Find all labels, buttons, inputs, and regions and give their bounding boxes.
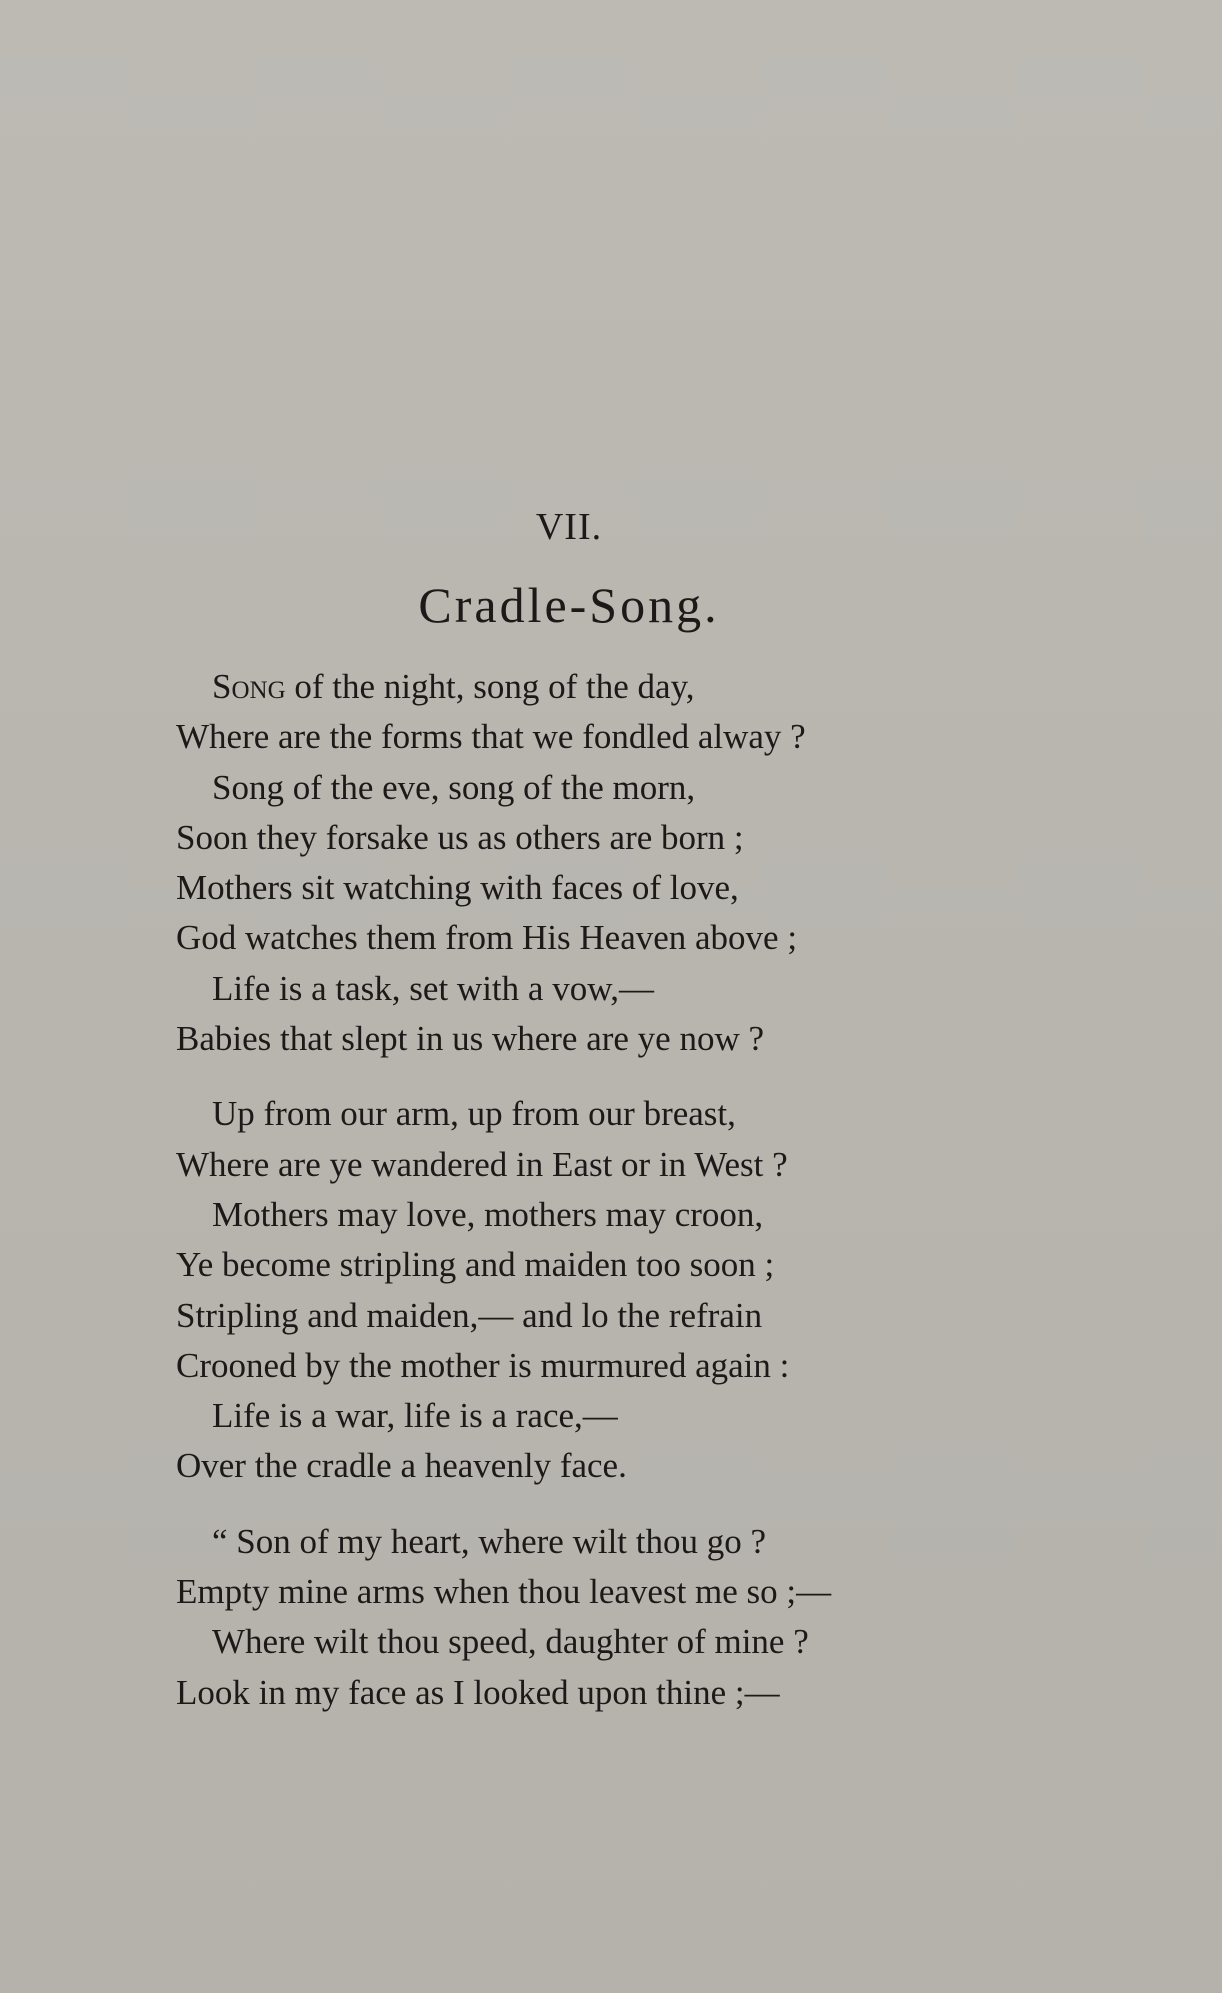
poem-line: Song of the eve, song of the morn, (212, 767, 696, 807)
poem-line: Ye become stripling and maiden too soon ; (176, 1245, 775, 1285)
poem-line: Crooned by the mother is murmured again : (176, 1345, 790, 1385)
poem-line: Soon they forsake us as others are born ; (176, 817, 744, 857)
poem-line: Where wilt thou speed, daughter of mine ? (212, 1622, 809, 1662)
poem-line: Look in my face as I looked upon thine ;— (176, 1672, 780, 1712)
stanza-1 (176, 662, 956, 1064)
poem-line: Mothers sit watching with faces of love, (176, 868, 739, 908)
poem-line: Up from our arm, up from our breast, (212, 1094, 736, 1134)
poem-line: “ Son of my heart, where wilt thou go ? (212, 1521, 767, 1561)
poem-line: Life is a war, life is a race,— (212, 1396, 618, 1436)
section-number: VII. (535, 506, 603, 548)
poem-line: Life is a task, set with a vow,— (212, 968, 654, 1008)
poem-line: God watches them from His Heaven above ; (176, 918, 798, 958)
poem-line: Empty mine arms when thou leavest me so ;— (176, 1572, 832, 1612)
poem-line: Song of the night, song of the day, (212, 667, 695, 706)
poem-line: Where are ye wandered in East or in West ? (176, 1144, 788, 1184)
poem-line: Mothers may love, mothers may croon, (212, 1194, 764, 1234)
poem-title: Cradle-Song. (418, 577, 720, 633)
poem-line: Where are the forms that we fondled alway ? (176, 717, 806, 757)
stanza-3 (176, 1517, 956, 1718)
stanza-2 (176, 1089, 956, 1491)
poem-line: Stripling and maiden,— and lo the refrain (176, 1295, 763, 1335)
poem-body (176, 662, 956, 1743)
poem-line: Over the cradle a heavenly face. (176, 1446, 627, 1486)
poem-line: Babies that slept in us where are ye now ? (176, 1019, 765, 1059)
